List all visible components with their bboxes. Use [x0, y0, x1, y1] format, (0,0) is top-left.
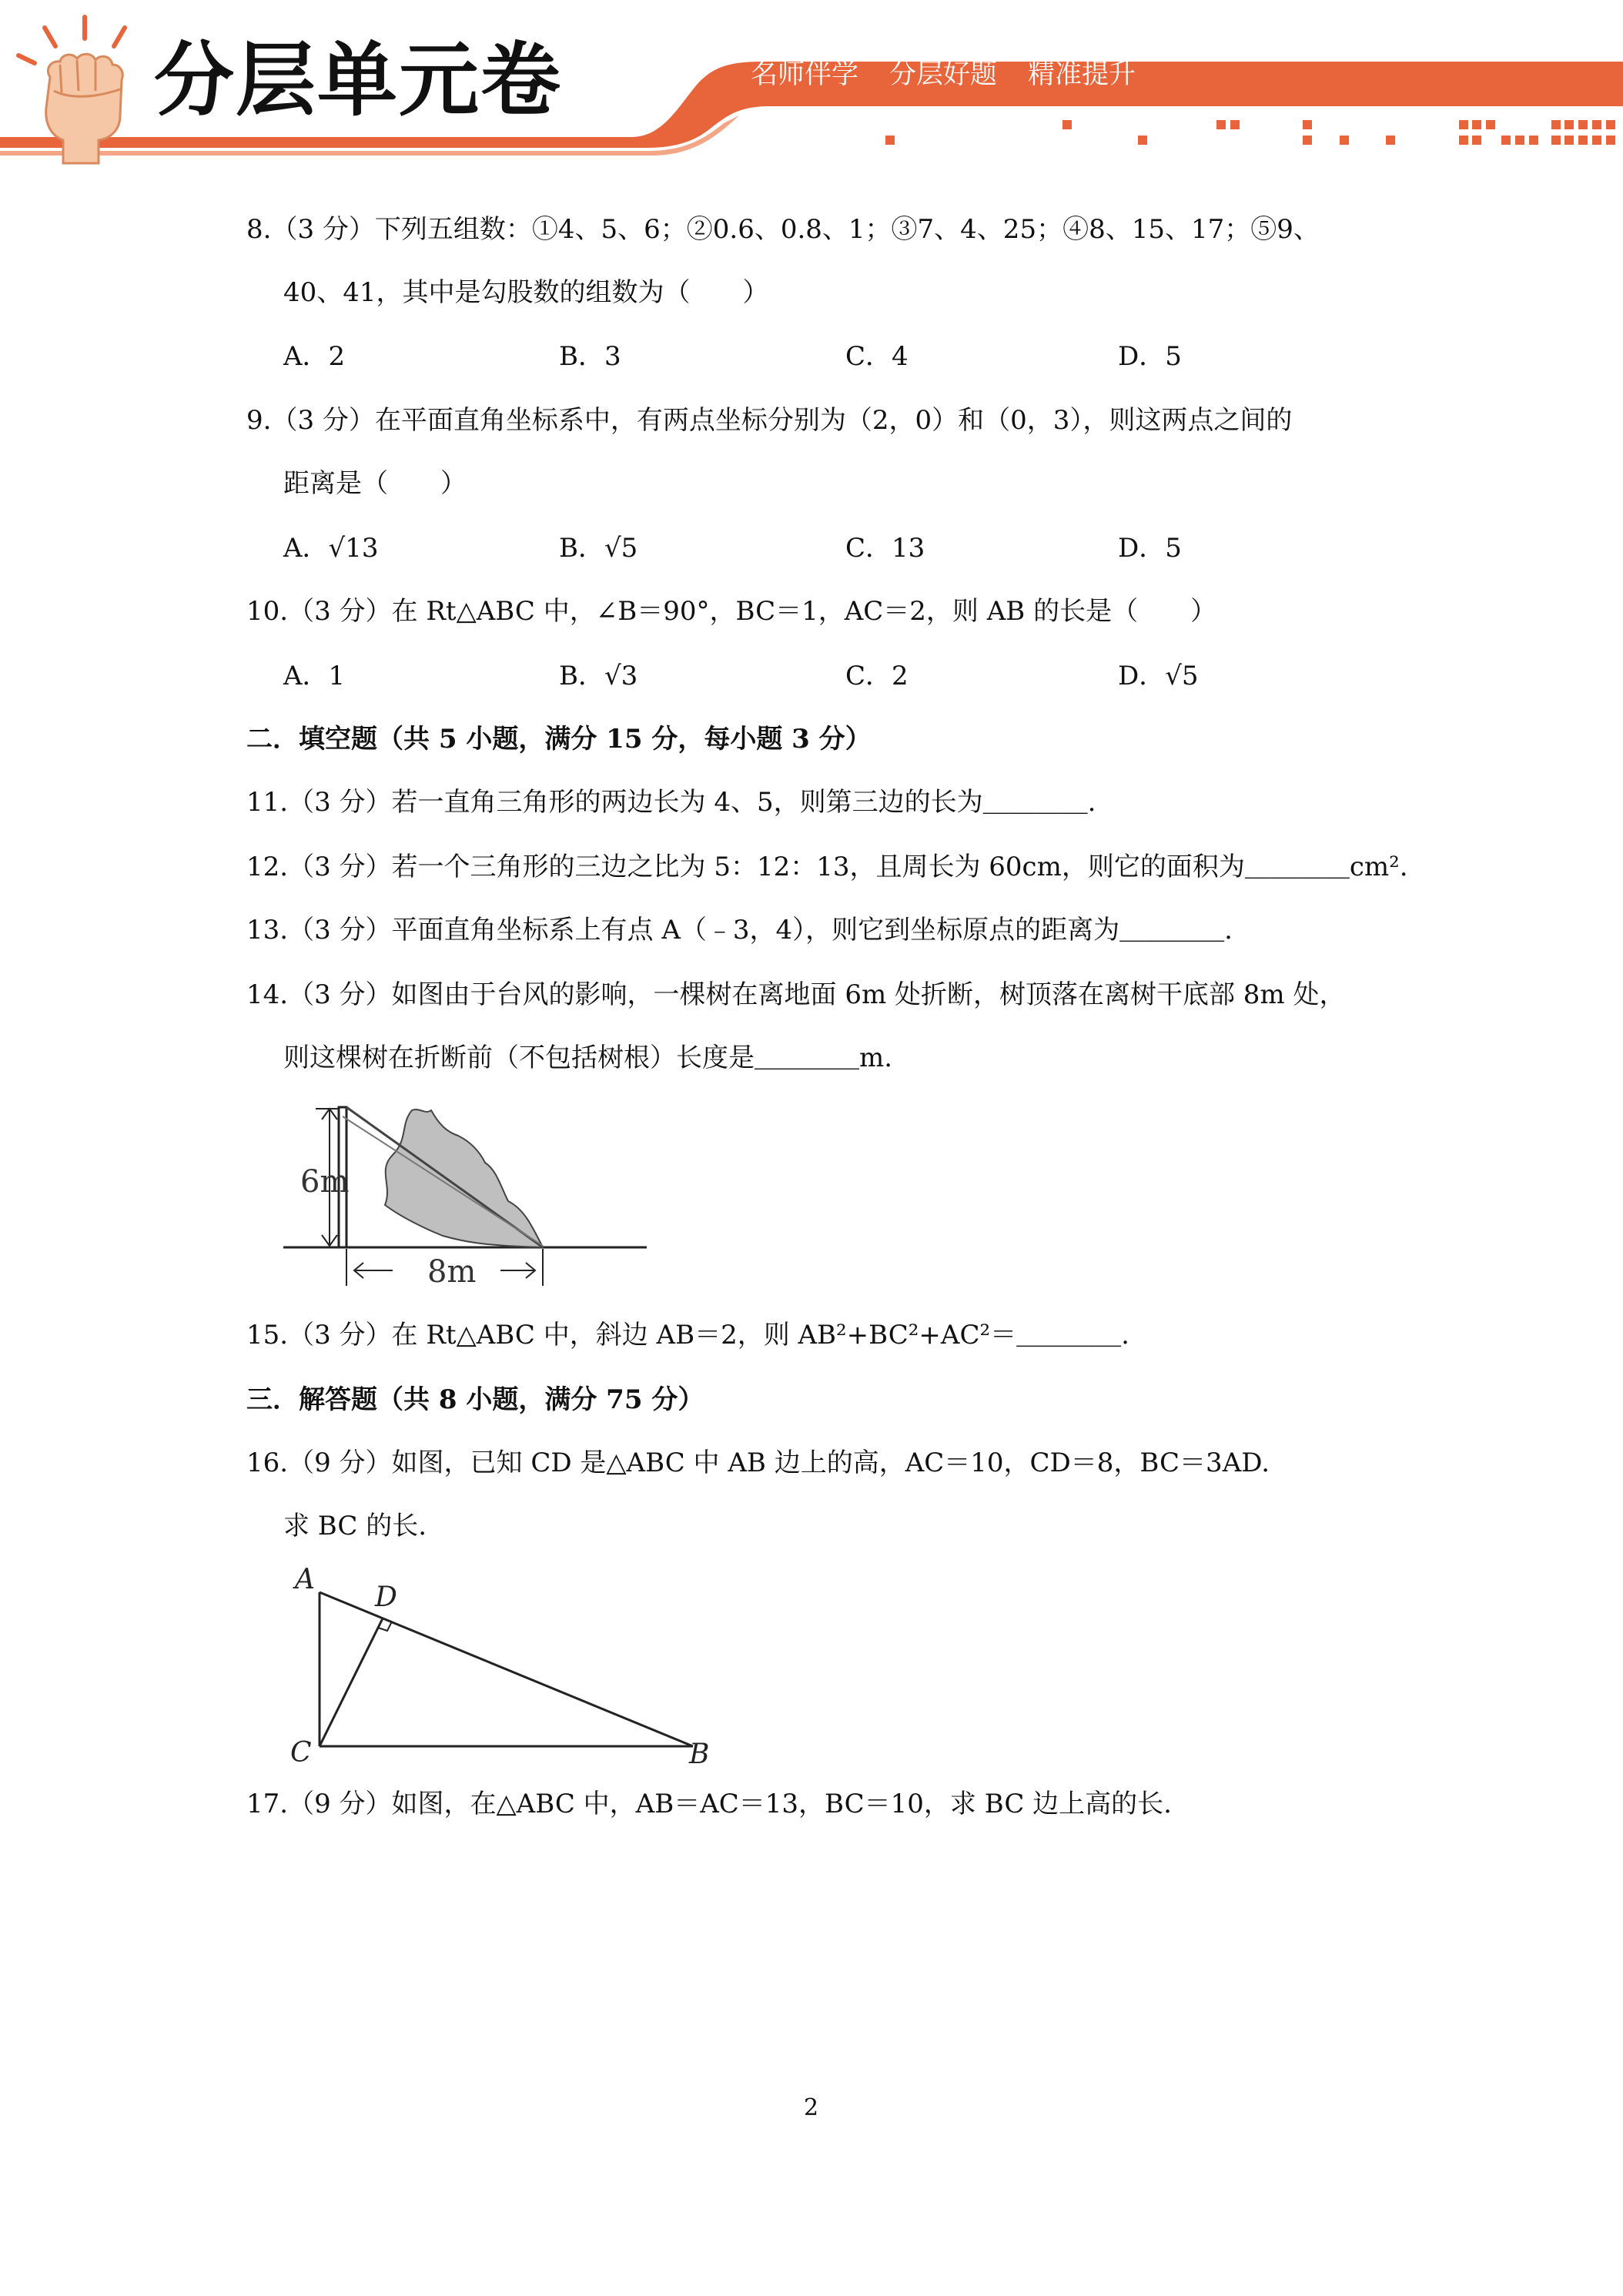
broken-tree-figure	[277, 1101, 654, 1294]
question-17: 17.（9 分）如图，在△ABC 中，AB＝AC＝13，BC＝10，求 BC 边上高的长.	[246, 1789, 1172, 1819]
vertex-label-b: B	[689, 1739, 710, 1769]
question-8-option-a: A．2	[283, 341, 346, 372]
page-header	[0, 0, 1623, 169]
figure-label-base: 8m	[427, 1254, 477, 1290]
question-8-option-d: D．5	[1118, 341, 1182, 372]
vertex-label-d: D	[375, 1581, 397, 1613]
question-10-option-c: C．2	[845, 661, 909, 691]
question-8-line1: 8.（3 分）下列五组数：①4、5、6；②0.6、0.8、1；③7、4、25；④8、15、17；⑤9、	[246, 214, 1320, 245]
question-9-option-c: C．13	[845, 533, 925, 564]
question-9-line2: 距离是（ ）	[283, 468, 467, 499]
question-10-option-b: B．√3	[559, 661, 638, 691]
question-15: 15.（3 分）在 Rt△ABC 中，斜边 AB＝2，则 AB²+BC²+AC²＝＿＿＿＿.	[246, 1320, 1129, 1350]
vertex-label-c: C	[290, 1737, 312, 1769]
question-10-option-a: A．1	[283, 661, 346, 691]
fist-logo-icon	[8, 0, 146, 169]
question-10-line1: 10.（3 分）在 Rt△ABC 中，∠B＝90°，BC＝1，AC＝2，则 AB 的长是（ ）	[246, 596, 1217, 627]
question-8-line2: 40、41，其中是勾股数的组数为（ ）	[283, 277, 769, 308]
vertex-label-a: A	[295, 1564, 315, 1595]
figure-label-height: 6m	[300, 1164, 350, 1200]
brand-title: 分层单元卷	[154, 33, 563, 127]
page-number: 2	[804, 2094, 819, 2121]
slogan-item: 分层好题	[889, 59, 998, 90]
triangle-altitude-figure	[281, 1561, 728, 1769]
section-2-heading: 二．填空题（共 5 小题，满分 15 分，每小题 3 分）	[246, 724, 872, 755]
slogan-item: 精准提升	[1028, 59, 1136, 90]
question-11: 11.（3 分）若一直角三角形的两边长为 4、5，则第三边的长为＿＿＿＿.	[246, 787, 1096, 818]
question-9-option-a: A．√13	[283, 533, 379, 564]
question-14-line1: 14.（3 分）如图由于台风的影响，一棵树在离地面 6m 处折断，树顶落在离树干底部 8m 处，	[246, 979, 1346, 1010]
question-12: 12.（3 分）若一个三角形的三边之比为 5：12：13，且周长为 60cm，则它的面积为＿＿＿＿cm².	[246, 852, 1408, 882]
slogan-item: 名师伴学	[751, 59, 859, 90]
question-8-option-b: B．3	[559, 341, 621, 372]
question-14-line2: 则这棵树在折断前（不包括树根）长度是＿＿＿＿m.	[283, 1043, 893, 1073]
question-9-line1: 9.（3 分）在平面直角坐标系中，有两点坐标分别为（2，0）和（0，3），则这两点之间的	[246, 405, 1293, 436]
question-9-option-b: B．√5	[559, 533, 638, 564]
question-10-option-d: D．√5	[1118, 661, 1199, 691]
question-9-option-d: D．5	[1118, 533, 1182, 564]
section-3-heading: 三．解答题（共 8 小题，满分 75 分）	[246, 1384, 704, 1415]
question-13: 13.（3 分）平面直角坐标系上有点 A（﹣3，4），则它到坐标原点的距离为＿＿＿＿.	[246, 915, 1233, 946]
header-slogan	[751, 59, 1166, 90]
question-16-line2: 求 BC 的长.	[283, 1511, 427, 1541]
question-8-option-c: C．4	[845, 341, 909, 372]
question-16-line1: 16.（9 分）如图，已知 CD 是△ABC 中 AB 边上的高，AC＝10，CD＝8，BC＝3AD.	[246, 1448, 1270, 1478]
